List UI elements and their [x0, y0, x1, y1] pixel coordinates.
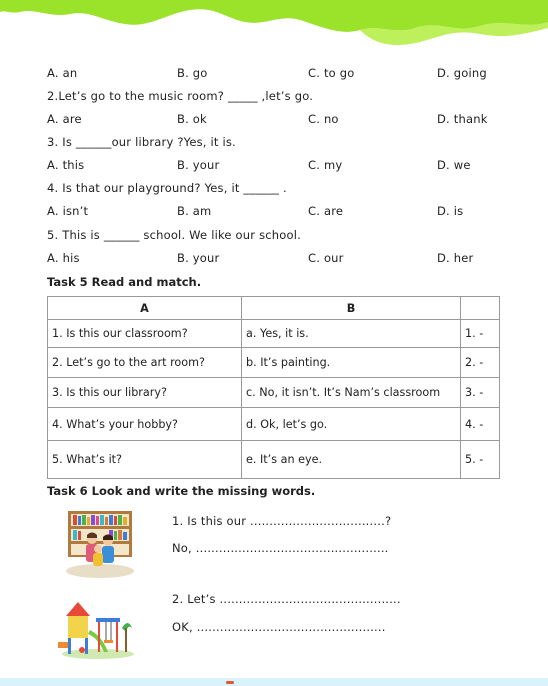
mcq-options-3 — [47, 158, 507, 176]
mcq-question-5: 5. This is ______ school. We like our school. — [47, 228, 301, 242]
top-wave-banner — [0, 0, 548, 60]
table-row — [48, 378, 500, 408]
mcq-options-1 — [47, 66, 507, 84]
table-header-row — [48, 297, 500, 320]
answer-cell: c. No, it isn’t. It’s Nam’s classroom — [242, 378, 461, 408]
option-a: A. his — [47, 251, 80, 265]
option-b: B. your — [177, 251, 220, 265]
column-header-a: A — [48, 297, 242, 320]
option-b: B. ok — [177, 112, 207, 126]
mcq-options-4 — [47, 204, 507, 222]
option-d: D. her — [437, 251, 474, 265]
match-cell[interactable]: 1. - — [461, 320, 500, 348]
column-header-answer — [461, 297, 500, 320]
match-cell[interactable]: 2. - — [461, 348, 500, 378]
option-a: A. an — [47, 66, 78, 80]
task6-item2-line2[interactable]: OK, ................................................. — [172, 620, 386, 634]
option-c: C. our — [308, 251, 344, 265]
mcq-options-2 — [47, 112, 507, 130]
answer-cell: b. It’s painting. — [242, 348, 461, 378]
answer-cell: e. It’s an eye. — [242, 441, 461, 479]
option-d: D. we — [437, 158, 471, 172]
option-d: D. thank — [437, 112, 488, 126]
option-c: C. no — [308, 112, 339, 126]
option-a: A. are — [47, 112, 82, 126]
footer-bar — [0, 678, 548, 686]
option-a: A. this — [47, 158, 85, 172]
question-cell: 1. Is this our classroom? — [48, 320, 242, 348]
option-c: C. my — [308, 158, 343, 172]
match-table — [47, 296, 500, 479]
option-c: C. are — [308, 204, 344, 218]
match-cell[interactable]: 3. - — [461, 378, 500, 408]
answer-cell: d. Ok, let’s go. — [242, 408, 461, 441]
match-cell[interactable]: 5. - — [461, 441, 500, 479]
footer-mark — [226, 681, 234, 684]
question-cell: 2. Let’s go to the art room? — [48, 348, 242, 378]
question-cell: 3. Is this our library? — [48, 378, 242, 408]
task6-item2-line1[interactable]: 2. Let’s ............................................... — [172, 592, 401, 606]
match-cell[interactable]: 4. - — [461, 408, 500, 441]
mcq-question-4: 4. Is that our playground? Yes, it ______ . — [47, 181, 287, 195]
option-d: D. is — [437, 204, 464, 218]
option-b: B. go — [177, 66, 208, 80]
option-a: A. isn’t — [47, 204, 89, 218]
answer-cell: a. Yes, it is. — [242, 320, 461, 348]
table-row — [48, 408, 500, 441]
table-row — [48, 348, 500, 378]
library-illustration — [64, 505, 136, 579]
column-header-b: B — [242, 297, 461, 320]
question-cell: 4. What’s your hobby? — [48, 408, 242, 441]
task6-title: Task 6 Look and write the missing words. — [47, 484, 316, 498]
mcq-question-2: 2.Let’s go to the music room? _____ ,let’s go. — [47, 89, 314, 103]
option-b: B. your — [177, 158, 220, 172]
question-cell: 5. What’s it? — [48, 441, 242, 479]
task6-item1-line2[interactable]: No, .................................................. — [172, 541, 389, 555]
task6-item1-line1[interactable]: 1. Is this our ...................................? — [172, 514, 392, 528]
mcq-options-5 — [47, 251, 507, 269]
option-b: B. am — [177, 204, 212, 218]
option-c: C. to go — [308, 66, 355, 80]
table-row — [48, 441, 500, 479]
task5-title: Task 5 Read and match. — [47, 275, 202, 289]
option-d: D. going — [437, 66, 487, 80]
mcq-question-3: 3. Is ______our library ?Yes, it is. — [47, 135, 236, 149]
table-row — [48, 320, 500, 348]
playground-illustration — [56, 598, 136, 660]
